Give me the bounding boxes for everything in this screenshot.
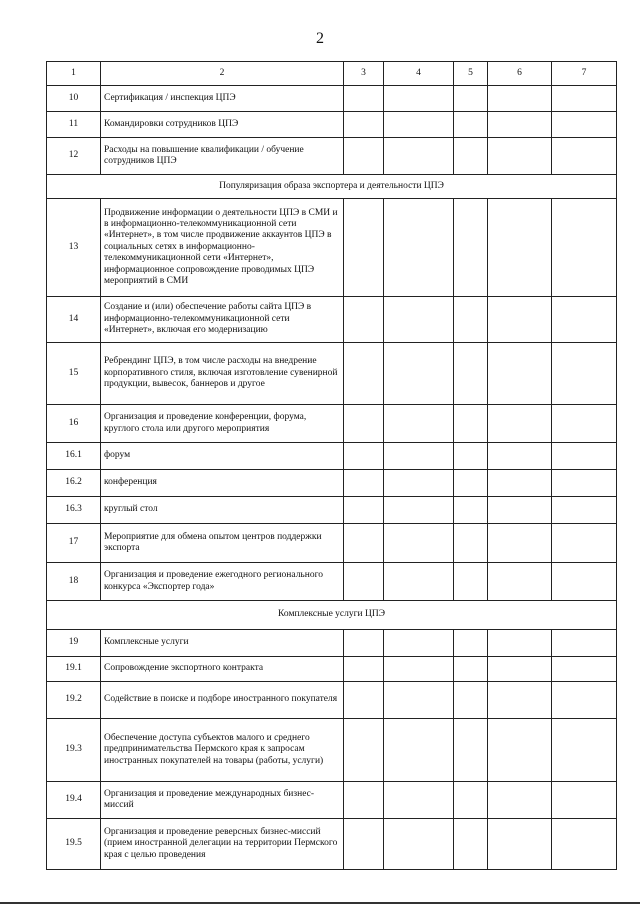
value-cell [384, 112, 454, 138]
value-cell [488, 443, 552, 470]
table-row [47, 297, 617, 343]
value-cell [488, 719, 552, 782]
value-cell [454, 112, 488, 138]
value-cell [344, 405, 384, 443]
value-cell [552, 86, 617, 112]
row-number: 15 [47, 343, 101, 405]
row-number: 14 [47, 297, 101, 343]
value-cell [384, 86, 454, 112]
header-cell: 3 [344, 62, 384, 86]
value-cell [488, 682, 552, 719]
value-cell [344, 470, 384, 497]
value-cell [488, 405, 552, 443]
value-cell [344, 682, 384, 719]
budget-table [46, 61, 617, 870]
value-cell [488, 657, 552, 682]
table-row [47, 682, 617, 719]
value-cell [552, 782, 617, 819]
table-row [47, 630, 617, 657]
value-cell [488, 630, 552, 657]
row-name: Ребрендинг ЦПЭ, в том числе расходы на внедрение корпоративного стиля, включая изготовление сувенирной продукции, вывесок, баннеров и другое [101, 343, 344, 405]
value-cell [384, 138, 454, 175]
value-cell [488, 497, 552, 524]
row-number: 18 [47, 563, 101, 601]
value-cell [454, 682, 488, 719]
value-cell [454, 563, 488, 601]
row-name: Организация и проведение конференции, форума, круглого стола или другого мероприятия [101, 405, 344, 443]
row-name: Комплексные услуги [101, 630, 344, 657]
value-cell [454, 199, 488, 297]
header-cell: 2 [101, 62, 344, 86]
value-cell [384, 497, 454, 524]
table-row [47, 343, 617, 405]
page-number: 2 [316, 30, 324, 47]
table-row [47, 563, 617, 601]
value-cell [552, 343, 617, 405]
value-cell [344, 199, 384, 297]
row-number: 16 [47, 405, 101, 443]
value-cell [552, 563, 617, 601]
bottom-rule [0, 902, 640, 904]
value-cell [488, 297, 552, 343]
header-cell: 7 [552, 62, 617, 86]
value-cell [384, 524, 454, 563]
row-number: 13 [47, 199, 101, 297]
row-number: 19.5 [47, 819, 101, 870]
value-cell [488, 782, 552, 819]
value-cell [384, 470, 454, 497]
section-row [47, 601, 617, 630]
value-cell [488, 199, 552, 297]
value-cell [384, 297, 454, 343]
value-cell [344, 112, 384, 138]
table-row [47, 470, 617, 497]
value-cell [454, 297, 488, 343]
value-cell [344, 657, 384, 682]
row-name: Сертификация / инспекция ЦПЭ [101, 86, 344, 112]
value-cell [552, 297, 617, 343]
section-row [47, 175, 617, 199]
value-cell [454, 405, 488, 443]
value-cell [344, 297, 384, 343]
value-cell [384, 343, 454, 405]
table-row [47, 443, 617, 470]
value-cell [454, 819, 488, 870]
row-name: Организация и проведение реверсных бизнес-миссий (прием иностранной делегации на территории Пермского края с целью проведения [101, 819, 344, 870]
table-row [47, 657, 617, 682]
value-cell [384, 563, 454, 601]
value-cell [344, 443, 384, 470]
table-row [47, 782, 617, 819]
table-row [47, 199, 617, 297]
value-cell [384, 719, 454, 782]
value-cell [454, 497, 488, 524]
row-name: Продвижение информации о деятельности ЦПЭ в СМИ и в информационно-телекоммуникационной сети «Интернет», в том числе продвижение аккаунтов ЦПЭ в социальных сетях в информационно-телекоммуникационной сети «Интернет», информационное сопровождение проводимых ЦПЭ мероприятий в СМИ [101, 199, 344, 297]
value-cell [488, 343, 552, 405]
value-cell [384, 405, 454, 443]
value-cell [454, 86, 488, 112]
row-name: Обеспечение доступа субъектов малого и среднего предпринимательства Пермского края к запросам иностранных покупателей на товары (работы, услуги) [101, 719, 344, 782]
header-cell: 6 [488, 62, 552, 86]
row-number: 19.1 [47, 657, 101, 682]
value-cell [384, 199, 454, 297]
row-number: 19 [47, 630, 101, 657]
row-name: Командировки сотрудников ЦПЭ [101, 112, 344, 138]
value-cell [552, 497, 617, 524]
row-name: Содействие в поиске и подборе иностранного покупателя [101, 682, 344, 719]
value-cell [552, 443, 617, 470]
value-cell [552, 630, 617, 657]
value-cell [552, 199, 617, 297]
row-number: 16.2 [47, 470, 101, 497]
value-cell [454, 524, 488, 563]
value-cell [344, 630, 384, 657]
value-cell [454, 719, 488, 782]
value-cell [454, 138, 488, 175]
row-name: Создание и (или) обеспечение работы сайта ЦПЭ в информационно-телекоммуникационной сети «Интернет», включая его модернизацию [101, 297, 344, 343]
section-title: Комплексные услуги ЦПЭ [47, 601, 617, 630]
row-name: Организация и проведение международных бизнес-миссий [101, 782, 344, 819]
header-cell: 1 [47, 62, 101, 86]
value-cell [552, 682, 617, 719]
row-number: 16.3 [47, 497, 101, 524]
value-cell [344, 86, 384, 112]
row-name: Организация и проведение ежегодного регионального конкурса «Экспортер года» [101, 563, 344, 601]
table-row [47, 497, 617, 524]
value-cell [344, 563, 384, 601]
value-cell [454, 443, 488, 470]
value-cell [344, 497, 384, 524]
value-cell [454, 630, 488, 657]
table-row [47, 719, 617, 782]
value-cell [454, 657, 488, 682]
row-number: 11 [47, 112, 101, 138]
value-cell [488, 819, 552, 870]
value-cell [384, 819, 454, 870]
row-number: 12 [47, 138, 101, 175]
value-cell [454, 782, 488, 819]
value-cell [344, 524, 384, 563]
value-cell [552, 138, 617, 175]
value-cell [384, 682, 454, 719]
row-name: форум [101, 443, 344, 470]
value-cell [488, 112, 552, 138]
value-cell [384, 630, 454, 657]
row-name: Расходы на повышение квалификации / обучение сотрудников ЦПЭ [101, 138, 344, 175]
value-cell [344, 138, 384, 175]
table-row [47, 138, 617, 175]
row-number: 19.4 [47, 782, 101, 819]
section-title: Популяризация образа экспортера и деятельности ЦПЭ [47, 175, 617, 199]
table-header-row [47, 62, 617, 86]
value-cell [454, 470, 488, 497]
row-name: конференция [101, 470, 344, 497]
row-number: 19.3 [47, 719, 101, 782]
table-row [47, 86, 617, 112]
value-cell [344, 343, 384, 405]
table-row [47, 112, 617, 138]
value-cell [552, 819, 617, 870]
table-row [47, 819, 617, 870]
value-cell [488, 138, 552, 175]
value-cell [344, 819, 384, 870]
row-name: Мероприятие для обмена опытом центров поддержки экспорта [101, 524, 344, 563]
row-number: 19.2 [47, 682, 101, 719]
value-cell [454, 343, 488, 405]
row-name: круглый стол [101, 497, 344, 524]
header-cell: 4 [384, 62, 454, 86]
value-cell [488, 563, 552, 601]
row-number: 17 [47, 524, 101, 563]
value-cell [384, 443, 454, 470]
value-cell [344, 782, 384, 819]
value-cell [552, 719, 617, 782]
table-row [47, 405, 617, 443]
table-row [47, 524, 617, 563]
row-name: Сопровождение экспортного контракта [101, 657, 344, 682]
value-cell [488, 524, 552, 563]
header-cell: 5 [454, 62, 488, 86]
value-cell [552, 470, 617, 497]
row-number: 10 [47, 86, 101, 112]
value-cell [384, 782, 454, 819]
value-cell [488, 470, 552, 497]
row-number: 16.1 [47, 443, 101, 470]
value-cell [488, 86, 552, 112]
value-cell [344, 719, 384, 782]
value-cell [552, 112, 617, 138]
value-cell [384, 657, 454, 682]
value-cell [552, 657, 617, 682]
value-cell [552, 524, 617, 563]
value-cell [552, 405, 617, 443]
